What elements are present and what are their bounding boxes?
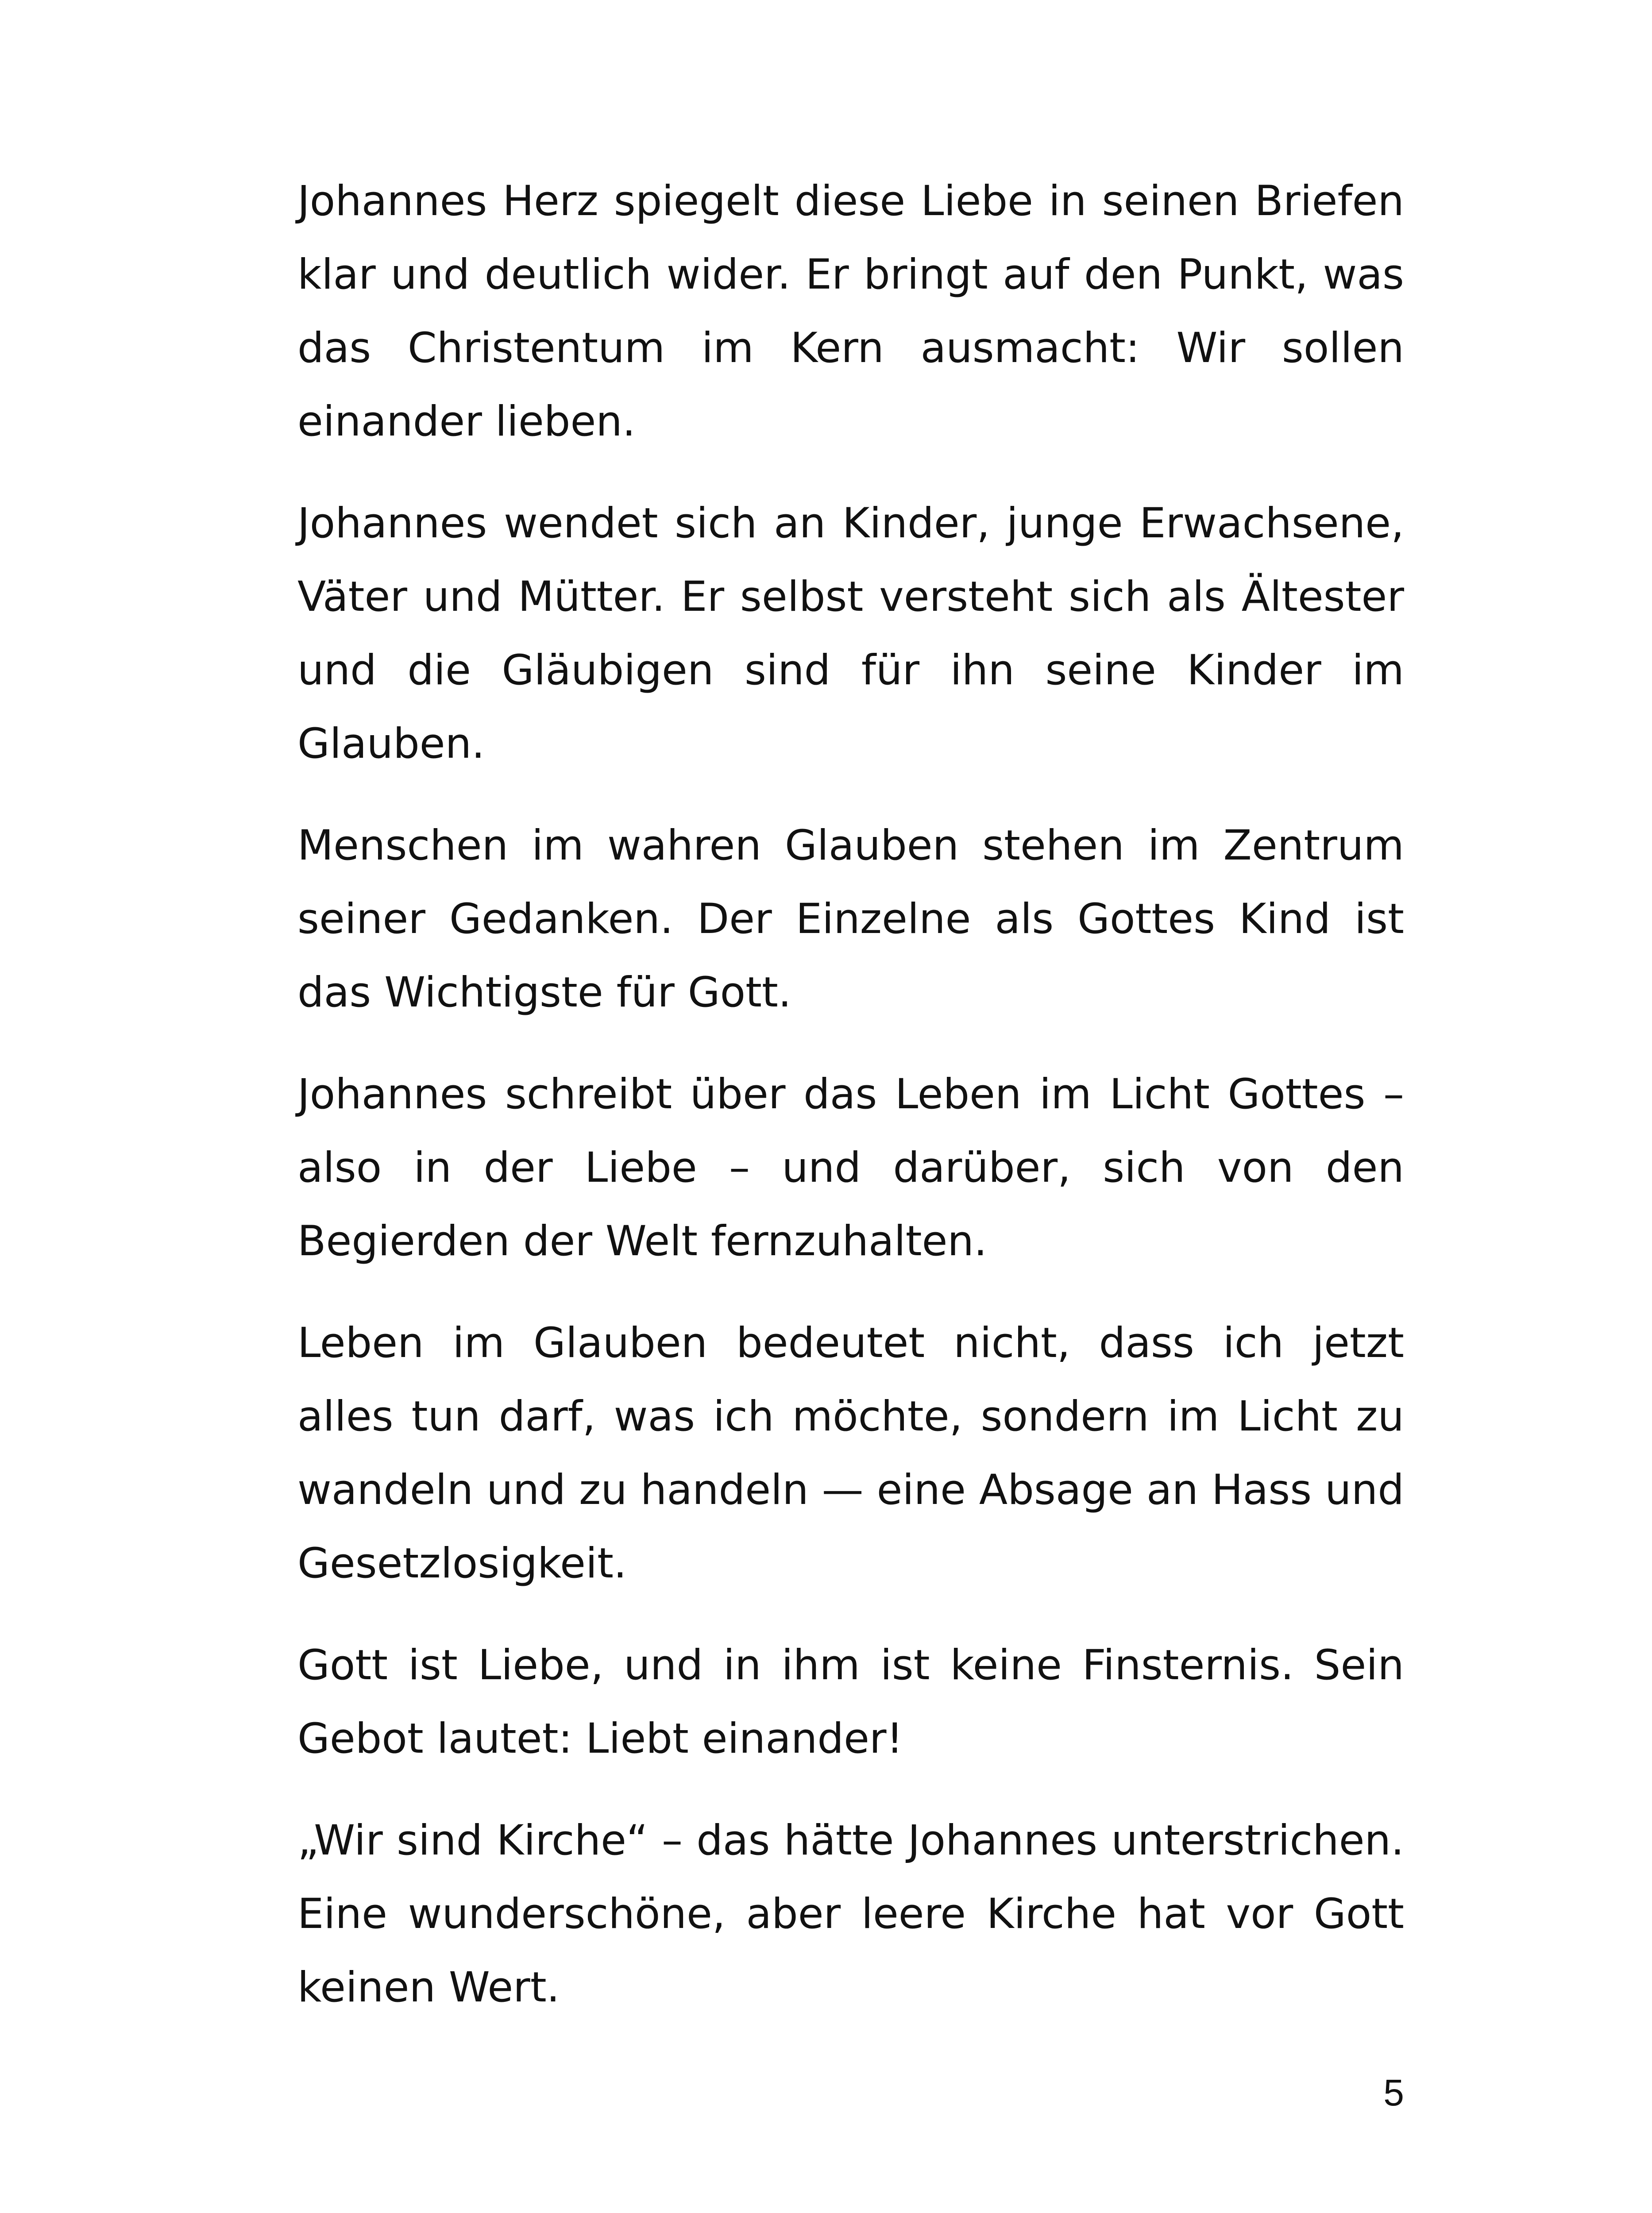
paragraph-5: Leben im Glauben bedeutet nicht, dass ich jetzt alles tun darf, was ich möchte, sondern im Licht zu wandeln und zu handeln — eine Absage an Hass und Gesetzlosigkeit.: [297, 1319, 1404, 1588]
paragraph-3: Menschen im wahren Glauben stehen im Zentrum seiner Gedanken. Der Einzelne als Gottes Kind ist das Wichtigste für Gott.: [297, 821, 1404, 1017]
paragraph-6: Gott ist Liebe, und in ihm ist keine Finsternis. Sein Gebot lautet: Liebt einander!: [297, 1641, 1404, 1763]
paragraph-4: Johannes schreibt über das Leben im Licht Gottes – also in der Liebe – und darüber, sich von den Begierden der Welt fernzuhalten.: [297, 1070, 1404, 1265]
paragraph-1: Johannes Herz spiegelt diese Liebe in seinen Briefen klar und deutlich wider. Er bringt auf den Punkt, was das Christentum im Kern ausmacht: Wir sollen einander lieben.: [297, 177, 1404, 446]
page-number: 5: [1383, 2072, 1404, 2113]
paragraph-7: „Wir sind Kirche“ – das hätte Johannes unterstrichen. Eine wunderschöne, aber leere Kirche hat vor Gott keinen Wert.: [297, 1816, 1404, 2012]
body-text: [297, 165, 1404, 2053]
paragraph-2: Johannes wendet sich an Kinder, junge Erwachsene, Väter und Mütter. Er selbst versteht sich als Ältester und die Gläubigen sind für ihn seine Kinder im Glauben.: [297, 499, 1404, 768]
